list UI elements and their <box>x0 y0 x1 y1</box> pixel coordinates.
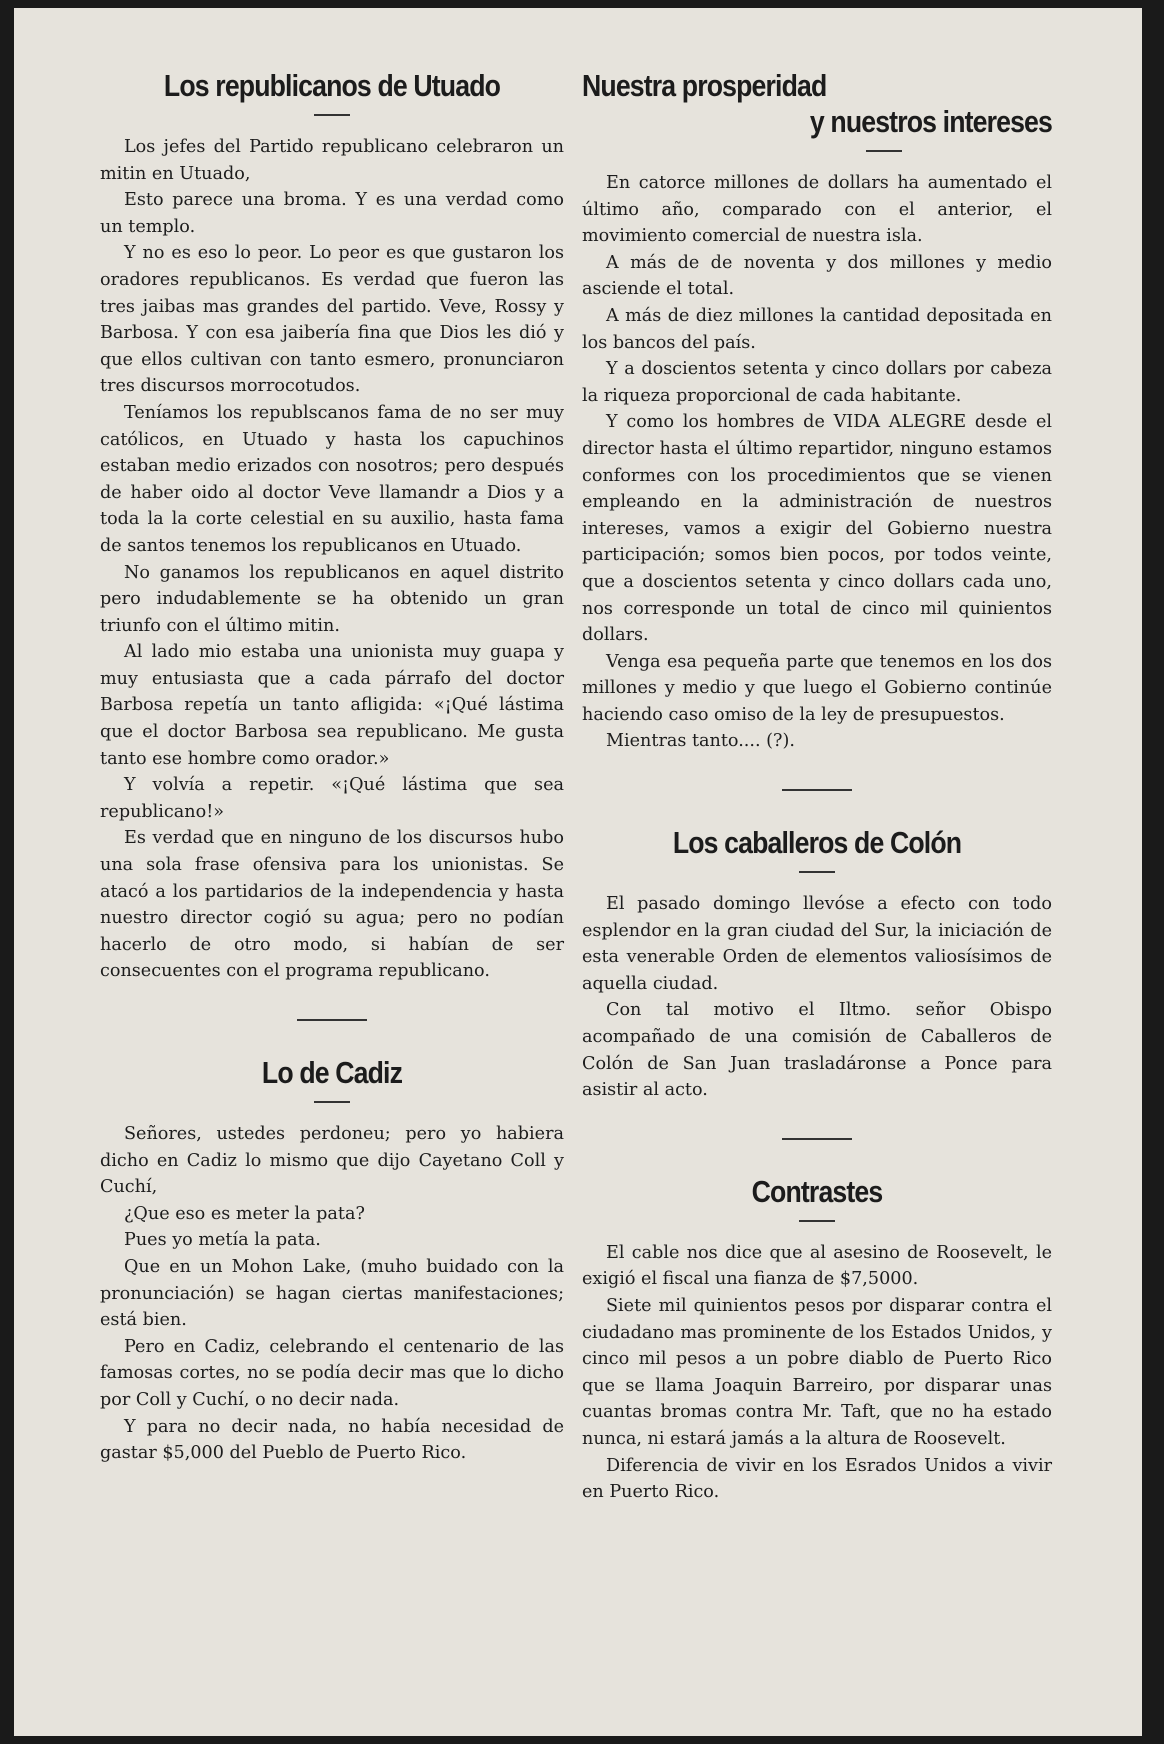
paragraph: Diferencia de vivir en los Esrados Unidos a vivir en Puerto Rico. <box>582 1455 1052 1503</box>
paragraph: Los jefes del Partido republicano celebraron un mitin en Utuado, <box>100 137 564 184</box>
article-title-line-1: Nuestra prosperidad <box>582 68 827 103</box>
title-divider <box>314 114 350 116</box>
paragraph: Señores, ustedes perdoneu; pero yo habiera dicho en Cadiz lo mismo que dijo Cayetano Coll y Cuchí, <box>100 1124 564 1198</box>
paragraph: Siete mil quinientos pesos por disparar contra el ciudadano mas prominente de los Estados Unidos, y cinco mil pesos a un pobre diablo de Puerto Rico que se llama Joaquin Barreiro, por disparar unas cuantas bromas contra Mr. Taft, que no ha estado nunca, ni estará jamás a la altura de Roosevelt. <box>582 1296 1052 1449</box>
paragraph: Y como los hombres de VIDA ALEGRE desde el director hasta el último repartidor, ninguno estamos conformes con los procedimientos que se vienen empleando en la administración de nuestros intereses, vamos a exigir del Gobierno nuestra participación; somos bien pocos, por todos veinte, que a doscientos setenta y cinco dollars cada uno, nos corresponde un total de cinco mil quinientos dollars. <box>582 412 1052 646</box>
paragraph: Que en un Mohon Lake, (muho buidado con la pronunciación) se hagan ciertas manifestaciones; está bien. <box>100 1256 564 1331</box>
paragraph: El cable nos dice que al asesino de Roosevelt, le exigió el fiscal una fianza de $7,5000. <box>582 1242 1052 1290</box>
paragraph: Venga esa pequeña parte que tenemos en los dos millones y medio y que luego el Gobierno continúe haciendo caso omiso de la ley de presupuestos. <box>582 651 1052 725</box>
paragraph: Teníamos los republscanos fama de no ser muy católicos, en Utuado y hasta los capuchinos estaban medio erizados con nosotros; pero después de haber oido al doctor Veve llamandr a Dios y a toda la la corte celestial en su auxilio, hasta fama de santos tenemos los republicanos en Utuado. <box>100 402 564 556</box>
paragraph: Pero en Cadiz, celebrando el centenario de las famosas cortes, no se podía decir mas que lo dicho por Coll y Cuchí, o no decir nada. <box>100 1336 564 1410</box>
paragraph: Y volvía a repetir. «¡Qué lástima que sea republicano!» <box>100 775 564 822</box>
title-divider <box>799 871 835 873</box>
article-title: Lo de Cadiz <box>261 1055 403 1090</box>
section-separator <box>297 1019 367 1021</box>
article-republicanos-utuado <box>100 68 564 985</box>
paragraph: Y para no decir nada, no había necesidad de gastar $5,000 del Pueblo de Puerto Rico. <box>100 1416 564 1464</box>
paragraph: Es verdad que en ninguno de los discursos hubo una sola frase ofensiva para los unionistas. Se atacó a los partidarios de la independencia y hasta nuestro director cogió su agua; pero no podían hacerlo de otro modo, si habían de ser consecuentes con el programa republicano. <box>100 828 564 982</box>
left-column <box>100 68 564 1467</box>
paragraph: ¿Que eso es meter la pata? <box>124 1203 365 1224</box>
title-divider <box>799 1220 835 1222</box>
title-divider <box>314 1101 350 1103</box>
paragraph: Con tal motivo el Iltmo. señor Obispo acompañado de una comisión de Caballeros de Colón de San Juan trasladáronse a Ponce para asistir al acto. <box>582 1000 1052 1101</box>
section-separator <box>782 1138 852 1140</box>
paragraph: Al lado mio estaba una unionista muy guapa y muy entusiasta que a cada párrafo del doctor Barbosa repetía un tanto afligida: «¡Qué lástima que el doctor Barbosa sea republicano. Me gusta tanto ese hombre como orador.» <box>100 642 564 769</box>
paragraph: Pues yo metía la pata. <box>124 1230 321 1251</box>
paragraph: Y a doscientos setenta y cinco dollars por cabeza la riqueza proporcional de cada habitante. <box>582 359 1052 406</box>
paragraph: No ganamos los republicanos en aquel distrito pero indudablemente se ha obtenido un gran triunfo con el último mitin. <box>100 562 564 636</box>
paragraph: El pasado domingo llevóse a efecto con todo esplendor en la gran ciudad del Sur, la iniciación de esta venerable Orden de elementos valiosísimos de aquella ciudad. <box>582 894 1052 994</box>
paragraph: Esto parece una broma. Y es una verdad como un templo. <box>100 190 564 237</box>
right-column <box>582 68 1052 1506</box>
paragraph: A más de diez millones la cantidad depositada en los bancos del país. <box>582 305 1052 353</box>
newspaper-page <box>14 8 1142 1736</box>
paragraph: A más de de noventa y dos millones y medio asciende el total. <box>582 252 1052 300</box>
paragraph: Y no es eso lo peor. Lo peor es que gustaron los oradores republicanos. Es verdad que fueron las tres jaibas mas grandes del partido. Veve, Rossy y Barbosa. Y con esa jaibería fina que Dios les dió y que ellos cultivan con tanto esmero, pronunciaron tres discursos morrocotudos. <box>100 243 564 397</box>
article-title: Los republicanos de Utuado <box>163 68 501 103</box>
paragraph: Mientras tanto.... (?). <box>606 731 795 752</box>
article-title: Los caballeros de Colón <box>672 825 962 861</box>
section-separator <box>782 789 852 791</box>
paragraph: En catorce millones de dollars ha aumentado el último año, comparado con el anterior, el movimiento comercial de nuestra isla. <box>582 173 1052 247</box>
title-divider <box>866 150 902 152</box>
article-caballeros-de-colon <box>582 825 1052 1104</box>
article-contrastes <box>582 1174 1052 1506</box>
article-nuestra-prosperidad <box>582 68 1052 755</box>
article-title-line-2: y nuestros intereses <box>809 104 1052 139</box>
article-title: Contrastes <box>751 1173 883 1209</box>
article-lo-de-cadiz <box>100 1055 564 1467</box>
